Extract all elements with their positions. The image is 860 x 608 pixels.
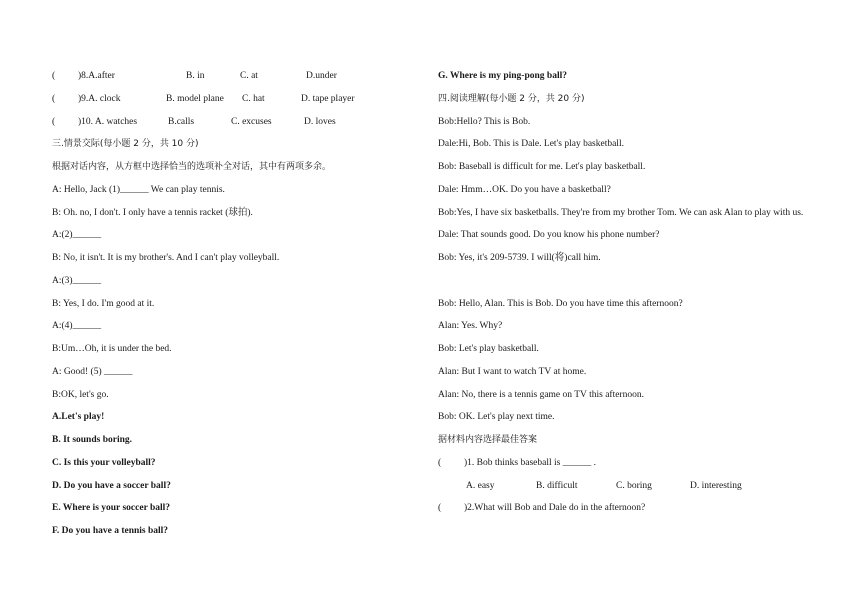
question-8 [52,69,422,92]
option-d: D. loves [304,116,336,127]
passage-line: Dale: Hmm…OK. Do you have a basketball? [438,184,611,195]
dialogue-line: A:(2)______ [52,230,102,241]
dialogue-line: B:OK, let's go. [52,389,109,400]
reading-instruction: 据材料内容选择最佳答案 [438,435,538,445]
question-stem: )2.What will Bob and Dale do in the afternoon? [464,503,646,514]
dialogue-line: A:(3)______ [52,275,102,286]
option-a: A. easy [466,480,495,491]
answer-paren: ( [52,116,56,127]
choice-option: B. It sounds boring. [52,435,132,445]
question-stem: )9.A. clock [78,93,121,104]
passage-line: Dale:Hi, Bob. This is Dale. Let's play basketball. [438,139,624,150]
dialogue-line: A:(4)______ [52,321,102,332]
passage-paragraph: Bob:Yes, I have six basketballs. They're from my brother Tom. We can ask Alan to play with us. [438,207,804,218]
section-3-instruction: 根据对话内容，从方框中选择恰当的选项补全对话，其中有两项多余。 [52,162,332,172]
dialogue-line: B:Um…Oh, it is under the bed. [52,344,172,354]
section-4-title: 四.阅读理解(每小题 2 分，共 20 分) [438,93,585,104]
option-b: B. in [186,71,205,81]
question-stem: )10. A. watches [78,116,138,127]
option-d: D.under [306,71,337,81]
passage-line: Alan: Yes. Why? [438,321,503,332]
option-d: D. tape player [301,93,355,104]
passage-line: Bob: OK. Let's play next time. [438,412,555,423]
choice-option: C. Is this your volleyball? [52,457,156,468]
choice-option: F. Do you have a tennis ball? [52,526,169,536]
dialogue-line: B: Oh. no, I don't. I only have a tennis racket (球拍). [52,207,253,218]
option-d: D. interesting [690,480,742,491]
option-b: B. model plane [166,93,224,104]
left-column [52,69,422,547]
paragraph-gap [438,274,810,297]
option-b: B.calls [168,116,195,127]
passage-line: Alan: No, there is a tennis game on TV this afternoon. [438,389,644,400]
reading-question-1 [438,456,810,479]
option-c: C. hat [242,93,265,104]
answer-paren: ( [438,457,442,468]
passage-line: Alan: But I want to watch TV at home. [438,366,587,377]
option-c: C. excuses [231,116,272,127]
choice-option: E. Where is your soccer ball? [52,503,171,514]
option-c: C. at [240,71,258,81]
section-3-title: 三.情景交际(每小题 2 分，共 10 分) [52,139,199,150]
choice-option: A.Let's play! [52,412,105,423]
option-b: B. difficult [536,480,578,491]
passage-line: Bob:Hello? This is Bob. [438,116,531,127]
question-stem: )1. Bob thinks baseball is ______ . [464,457,596,468]
answer-paren: ( [52,71,56,81]
right-column [438,69,810,524]
passage-line: Bob: Let's play basketball. [438,344,539,354]
passage-line: Dale: That sounds good. Do you know his phone number? [438,230,660,241]
passage-line: Bob: Baseball is difficult for me. Let's play basketball. [438,162,646,172]
dialogue-line: A: Hello, Jack (1)______ We can play tennis. [52,184,225,195]
question-10 [52,115,422,138]
reading-question-1-options [438,479,810,502]
answer-paren: ( [438,503,442,514]
passage-line: Bob: Hello, Alan. This is Bob. Do you have time this afternoon? [438,298,683,309]
reading-question-2 [438,501,810,524]
choice-option: G. Where is my ping-pong ball? [438,71,567,81]
dialogue-line: B: Yes, I do. I'm good at it. [52,298,155,309]
option-c: C. boring [616,480,652,491]
answer-paren: ( [52,93,56,104]
choice-option: D. Do you have a soccer ball? [52,480,171,491]
passage-line: Bob: Yes, it's 209-5739. I will(将)call him. [438,253,601,263]
dialogue-line: B: No, it isn't. It is my brother's. And I can't play volleyball. [52,253,280,263]
dialogue-line: A: Good! (5) ______ [52,366,133,377]
question-stem: )8.A.after [78,71,115,81]
question-9 [52,92,422,115]
